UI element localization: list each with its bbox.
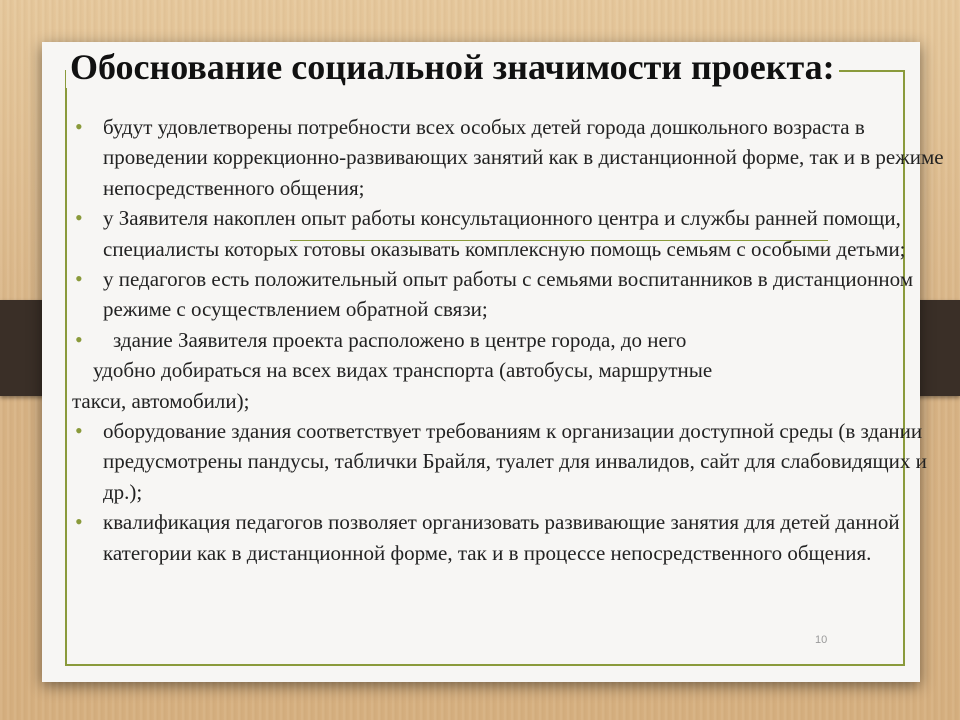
list-item-text: оборудование здания соответствует требованиям к организации доступной среды (в здании предусмотрены пандусы, таблички Брайля, туалет для инвалидов, сайт для слабовидящих и др.); — [103, 419, 927, 504]
list-item — [72, 325, 952, 416]
bullet-dot-icon: • — [75, 266, 83, 292]
list-item — [72, 112, 952, 203]
bullet-dot-icon: • — [75, 418, 83, 444]
bullet-dot-icon: • — [75, 114, 83, 139]
page-number: 10 — [815, 634, 828, 646]
list-item-text-line: такси, автомобили); — [72, 388, 250, 413]
bullet-dot-icon: • — [75, 509, 83, 535]
bullet-list — [72, 112, 952, 568]
list-item-text-line: здание Заявителя проекта расположено в центре города, до него — [113, 327, 687, 352]
list-item — [72, 203, 952, 264]
list-item-text-line: удобно добираться на всех видах транспорта (автобусы, маршрутные — [93, 358, 713, 383]
bullet-dot-icon: • — [75, 205, 83, 231]
bullet-dot-icon: • — [75, 326, 83, 352]
slide-title: Обоснование социальной значимости проекта: — [66, 46, 839, 88]
list-item-text: будут удовлетворены потребности всех особых детей города дошкольного возраста в проведении коррекционно-развивающих занятий как в дистанционной форме, так и в режиме непосредственного общения; — [103, 115, 944, 200]
list-item-text: у педагогов есть положительный опыт работы с семьями воспитанников в дистанционном режиме с осуществлением обратной связи; — [103, 267, 914, 322]
list-item-text: квалификация педагогов позволяет организовать развивающие занятия для детей данной категории как в дистанционной форме, так и в процессе непосредственного общения. — [103, 510, 900, 565]
list-item — [72, 416, 952, 507]
list-item — [72, 264, 952, 325]
list-item — [72, 507, 952, 568]
list-item-text: у Заявителя накоплен опыт работы консультационного центра и службы ранней помощи, специалисты которых готовы оказывать комплексную помощь семьям с особыми детьми; — [103, 206, 906, 261]
